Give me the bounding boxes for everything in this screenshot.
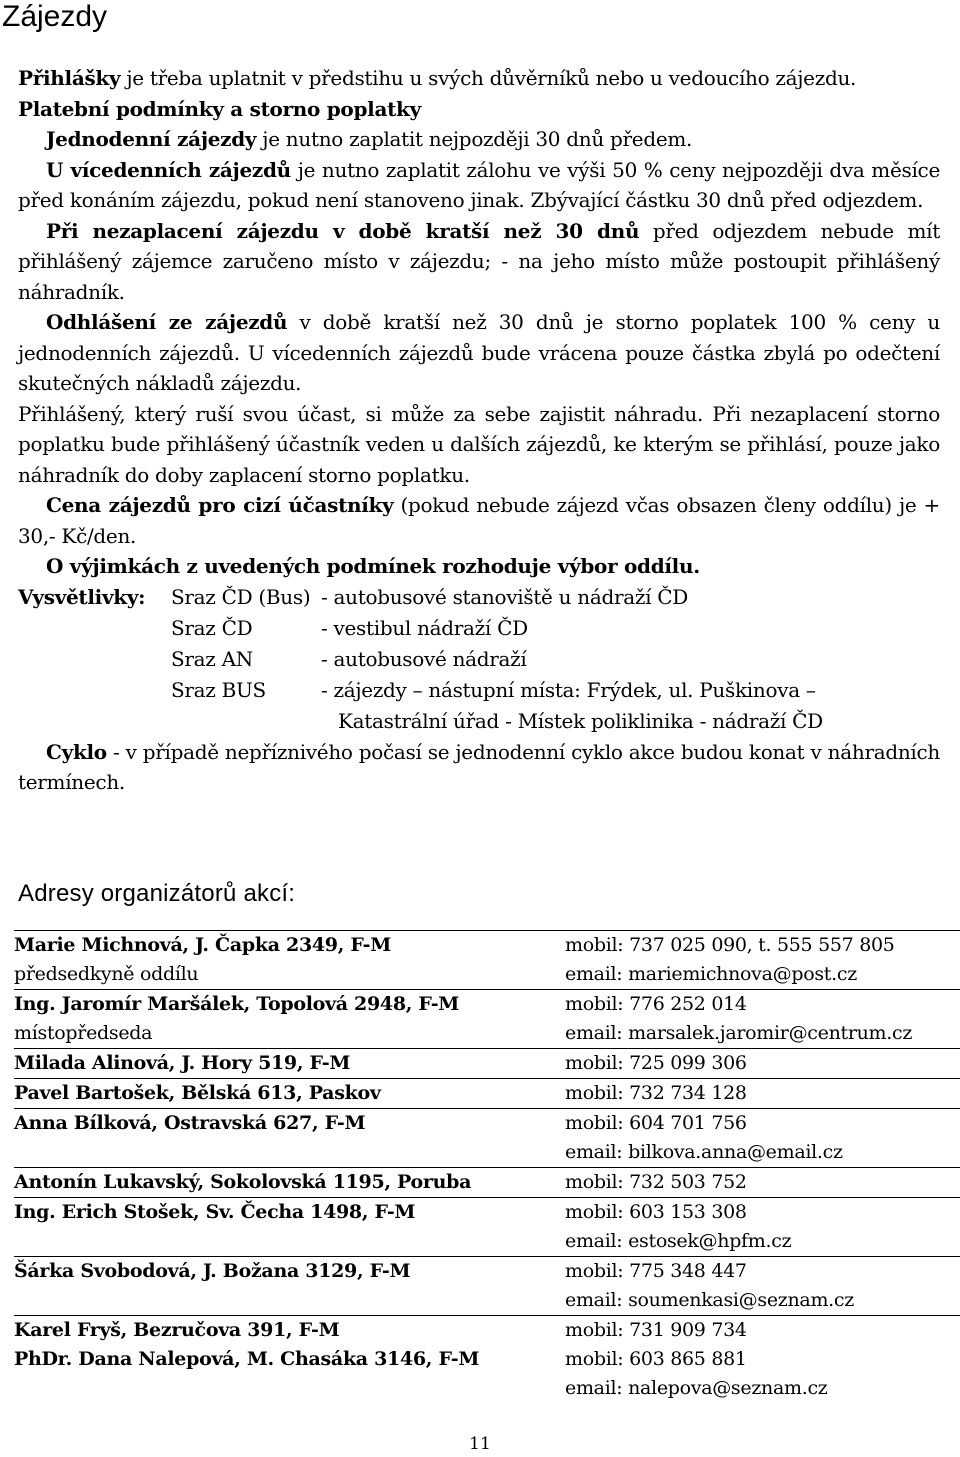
paragraph-jednodenni: Jednodenní zájezdy je nutno zaplatit nejpozději 30 dnů předem.	[46, 127, 693, 151]
paragraph-nezaplaceni: Při nezaplacení zájezdu v době kratší než 30 dnů před odjezdem nebude mít přihlášený zájemce zaručeno místo v zájezdu; - na jeho místo může postoupit přihlášený náhradník.	[18, 218, 940, 304]
contact-row	[14, 1198, 960, 1228]
heading-platebni-podminky: Platební podmínky a storno poplatky	[18, 96, 421, 121]
contact-name-address: PhDr. Dana Nalepová, M. Chasáka 3146, F-M	[14, 1348, 480, 1370]
contact-info: mobil: 725 099 306	[565, 1049, 960, 1079]
contact-info: mobil: 604 701 756	[565, 1109, 960, 1139]
contact-info: mobil: 732 734 128	[565, 1079, 960, 1109]
vysvetlivky-desc: - zájezdy – nástupní místa: Frýdek, ul. Puškinova –	[321, 677, 816, 702]
vysvetlivky-row	[18, 644, 940, 675]
contact-role	[14, 1374, 565, 1403]
vysvetlivky-row	[18, 675, 940, 706]
contact-row	[14, 1227, 960, 1257]
contact-role	[14, 1138, 565, 1168]
vysvetlivky-term: Sraz ČD	[171, 615, 253, 640]
contact-info: email: soumenkasi@seznam.cz	[565, 1289, 854, 1311]
contact-info: mobil: 737 025 090, t. 555 557 805	[565, 931, 960, 961]
contact-name-address: Pavel Bartošek, Bělská 613, Paskov	[14, 1079, 565, 1109]
contact-info: email: marsalek.jaromir@centrum.cz	[565, 1022, 913, 1044]
contact-row	[14, 1019, 960, 1049]
contact-name-address: Marie Michnová, J. Čapka 2349, F-M	[14, 931, 565, 961]
contact-info: email: estosek@hpfm.cz	[565, 1230, 792, 1252]
contact-role	[14, 1286, 565, 1316]
contact-info: mobil: 603 153 308	[565, 1198, 960, 1228]
vysvetlivky-row	[18, 582, 940, 613]
vysvetlivky-desc: - autobusové stanoviště u nádraží ČD	[321, 584, 688, 609]
contact-role: místopředseda	[14, 1022, 153, 1044]
contact-row	[14, 1109, 960, 1139]
paragraph-cyklo: Cyklo - v případě nepříznivého počasí se jednodenní cyklo akce budou konat v náhradních termínech.	[18, 739, 940, 794]
contact-name-address: Antonín Lukavský, Sokolovská 1195, Poruba	[14, 1168, 565, 1198]
paragraph-vicedenni: U vícedenních zájezdů je nutno zaplatit zálohu ve výši 50 % ceny nejpozději dva měsíce před konáním zájezdu, pokud není stanoveno jinak. Zbývající částku 30 dnů před odjezdem.	[18, 157, 940, 212]
vysvetlivky-term: Sraz ČD (Bus)	[171, 584, 311, 609]
contact-info: mobil: 603 865 881	[565, 1348, 747, 1370]
contact-row	[14, 1286, 960, 1316]
conditions-section	[18, 63, 940, 798]
contact-info: email: bilkova.anna@email.cz	[565, 1141, 843, 1163]
contact-row	[14, 931, 960, 961]
contact-row	[14, 1079, 960, 1109]
contact-info: mobil: 732 503 752	[565, 1168, 960, 1198]
contact-role: předsedkyně oddílu	[14, 963, 199, 985]
contact-name-address: Anna Bílková, Ostravská 627, F-M	[14, 1109, 565, 1139]
contact-name-address: Karel Fryš, Bezručova 391, F-M	[14, 1316, 565, 1346]
contact-row	[14, 960, 960, 990]
contact-info: mobil: 776 252 014	[565, 990, 960, 1020]
contact-row	[14, 1316, 960, 1346]
vysvetlivky-row	[18, 613, 940, 644]
vysvetlivky-term: Sraz BUS	[171, 677, 266, 702]
page-number: 11	[469, 1434, 491, 1454]
contact-row	[14, 1374, 960, 1403]
contact-row	[14, 1168, 960, 1198]
contact-row	[14, 1138, 960, 1168]
paragraph-vyjimky: O výjimkách z uvedených podmínek rozhoduje výbor oddílu.	[46, 554, 700, 578]
contact-row	[14, 1049, 960, 1079]
contacts-heading: Adresy organizátorů akcí:	[18, 880, 296, 907]
paragraph-odhlaseni: Odhlášení ze zájezdů v době kratší než 30 dnů je storno poplatek 100 % ceny u jednodenních zájezdů. U vícedenních zájezdů bude vrácena pouze částka zbylá po odečtení skutečných nákladů zájezdu.	[18, 310, 941, 395]
page-title: Zájezdy	[2, 0, 108, 33]
contact-info: mobil: 731 909 734	[565, 1316, 960, 1346]
vysvetlivky-desc: - vestibul nádraží ČD	[321, 615, 528, 640]
contact-name-address: Šárka Svobodová, J. Božana 3129, F-M	[14, 1257, 565, 1287]
contact-row	[14, 1345, 960, 1374]
contact-row	[14, 1257, 960, 1287]
contact-name-address: Ing. Erich Stošek, Sv. Čecha 1498, F-M	[14, 1198, 565, 1228]
contact-role	[14, 1227, 565, 1257]
contact-info: email: mariemichnova@post.cz	[565, 963, 857, 985]
vysvetlivky-desc: - autobusové nádraží	[321, 646, 527, 671]
paragraph-prihlasky: Přihlášky je třeba uplatnit v předstihu u svých důvěrníků nebo u vedoucího zájezdu.	[18, 66, 857, 90]
contact-info: mobil: 775 348 447	[565, 1257, 960, 1287]
vysvetlivky-continuation: Katastrální úřad - Místek poliklinika - nádraží ČD	[338, 708, 823, 733]
vysvetlivky-block	[18, 582, 940, 737]
vysvetlivky-term: Sraz AN	[171, 646, 253, 671]
paragraph-cena: Cena zájezdů pro cizí účastníky (pokud nebude zájezd včas obsazen členy oddílu) je + 30,- Kč/den.	[18, 493, 940, 548]
contacts-table	[14, 930, 960, 1403]
contact-name-address: Ing. Jaromír Maršálek, Topolová 2948, F-M	[14, 990, 565, 1020]
paragraph-prihlaseny: Přihlášený, který ruší svou účast, si může za sebe zajistit náhradu. Při nezaplacení storno poplatku bude přihlášený účastník veden u dalších zájezdů, ke kterým se přihlásí, pouze jako náhradník do doby zaplacení storno poplatku.	[18, 401, 940, 487]
contact-name-address: Milada Alinová, J. Hory 519, F-M	[14, 1049, 565, 1079]
vysvetlivky-label: Vysvětlivky:	[18, 584, 146, 609]
contact-row	[14, 990, 960, 1020]
contact-info: email: nalepova@seznam.cz	[565, 1377, 828, 1399]
